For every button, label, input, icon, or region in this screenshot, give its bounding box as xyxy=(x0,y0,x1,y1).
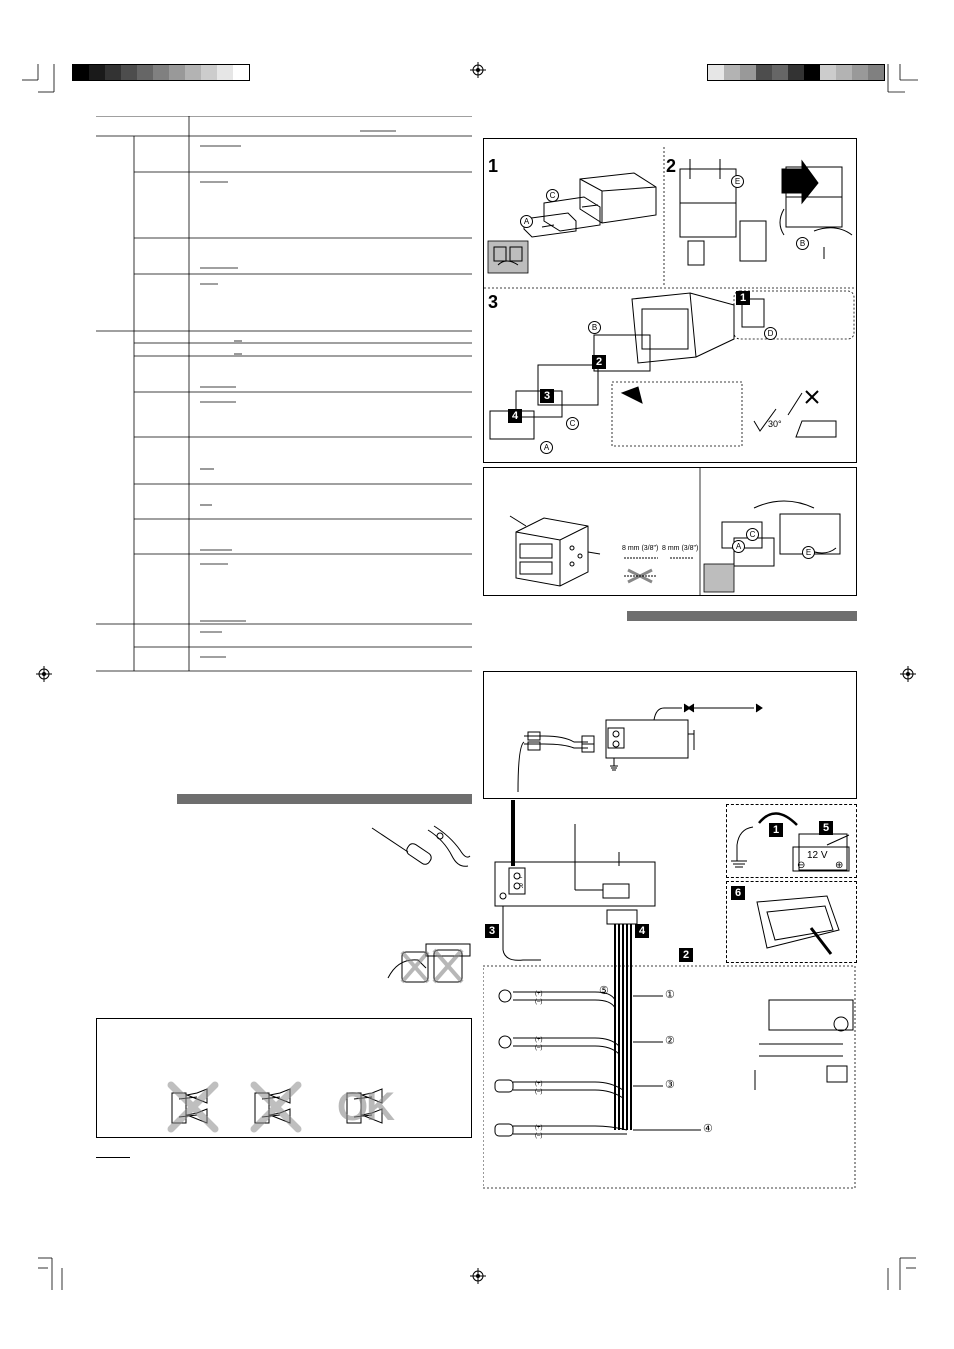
battery-panel xyxy=(726,804,857,878)
registration-mark-bottom xyxy=(470,1268,486,1284)
install-substep-4: 4 xyxy=(508,409,522,423)
right-swatch-4 xyxy=(772,65,788,80)
install-step-2: 2 xyxy=(666,156,677,176)
right-swatch-7 xyxy=(820,65,836,80)
troubleshooting-table xyxy=(96,116,472,672)
left-swatch-5 xyxy=(153,65,169,80)
right-swatch-5 xyxy=(788,65,804,80)
lead-3: ③ xyxy=(665,1079,675,1091)
registration-mark-top xyxy=(470,62,486,78)
left-swatch-0 xyxy=(73,65,89,80)
install-substep-2: 2 xyxy=(592,355,606,369)
section-heading-bar-right xyxy=(627,611,857,621)
install-substep-1: 1 xyxy=(736,291,750,305)
right-swatch-8 xyxy=(836,65,852,80)
mounting-angle: 30° xyxy=(768,419,782,429)
left-swatch-8 xyxy=(201,65,217,80)
part-label-d: D xyxy=(764,327,777,340)
left-swatch-9 xyxy=(217,65,233,80)
wiring-step-4: 4 xyxy=(635,924,649,938)
speaker-connection-box xyxy=(96,1018,472,1138)
right-swatch-2 xyxy=(740,65,756,80)
tools-illustration xyxy=(368,822,472,874)
mount-part-a: A xyxy=(732,540,745,553)
battery-voltage: 12 V xyxy=(807,850,828,861)
screw-length-2: 8 mm (3/8") xyxy=(662,545,699,552)
speaker-3-plus: (+) xyxy=(535,1081,543,1087)
right-swatch-1 xyxy=(724,65,740,80)
registration-mark-right xyxy=(900,666,916,682)
section-heading-bar-left xyxy=(177,794,472,804)
right-swatch-6 xyxy=(804,65,820,80)
part-label-a: A xyxy=(520,215,533,228)
mount-part-e: E xyxy=(802,546,815,559)
right-swatch-10 xyxy=(868,65,884,80)
install-substep-3: 3 xyxy=(540,389,554,403)
battery-plus-terminal: ⊕ xyxy=(835,860,844,871)
left-swatch-7 xyxy=(185,65,201,80)
speaker-1-plus: (+) xyxy=(535,991,543,997)
right-swatch-3 xyxy=(756,65,772,80)
speaker-4-plus: (+) xyxy=(535,1125,543,1131)
unit-l-mark: L xyxy=(519,874,523,880)
battery-minus-terminal: ⊖ xyxy=(797,860,806,871)
right-swatch-9 xyxy=(852,65,868,80)
unit-removal-illustration xyxy=(378,938,472,994)
screw-length-1: 8 mm (3/8") xyxy=(622,545,659,552)
installation-panel xyxy=(483,138,857,463)
part-label-a-step3: A xyxy=(540,441,553,454)
left-swatch-10 xyxy=(233,65,249,80)
lead-4: ④ xyxy=(703,1123,713,1135)
left-swatch-2 xyxy=(105,65,121,80)
battery-step-1: 1 xyxy=(769,823,783,837)
install-step-1: 1 xyxy=(488,156,499,176)
mounting-panel xyxy=(483,467,857,596)
amplifier-connection-box xyxy=(483,671,857,799)
speaker-2-minus: (–) xyxy=(535,1045,543,1051)
part-label-b-step2: B xyxy=(796,237,809,250)
part-label-c-step3: C xyxy=(566,417,579,430)
speaker-3-minus: (–) xyxy=(535,1089,543,1095)
speaker-1-minus: (–) xyxy=(535,999,543,1005)
color-bar-left xyxy=(72,64,250,81)
lead-1: ① xyxy=(665,989,675,1001)
unit-r-mark: R xyxy=(519,884,524,890)
left-swatch-6 xyxy=(169,65,185,80)
speaker-4-minus: (–) xyxy=(535,1133,543,1139)
part-label-c: C xyxy=(546,189,559,202)
right-swatch-0 xyxy=(708,65,724,80)
faceplate-step-6: 6 xyxy=(731,886,745,900)
speaker-2-plus: (+) xyxy=(535,1037,543,1043)
battery-step-5: 5 xyxy=(819,821,833,835)
color-bar-right xyxy=(707,64,885,81)
left-swatch-4 xyxy=(137,65,153,80)
part-label-e: E xyxy=(731,175,744,188)
wiring-step-2: 2 xyxy=(679,948,693,962)
wiring-step-3: 3 xyxy=(485,924,499,938)
install-step-3: 3 xyxy=(488,292,499,312)
part-label-b-step3: B xyxy=(588,321,601,334)
lead-2: ② xyxy=(665,1035,675,1047)
ok-label: OK xyxy=(337,1085,393,1129)
left-swatch-3 xyxy=(121,65,137,80)
faceplate-panel xyxy=(726,881,857,963)
left-swatch-1 xyxy=(89,65,105,80)
lead-5: ⑤ xyxy=(599,985,609,997)
registration-mark-left xyxy=(36,666,52,682)
mount-part-c: C xyxy=(746,528,759,541)
note-underline xyxy=(96,1157,130,1158)
